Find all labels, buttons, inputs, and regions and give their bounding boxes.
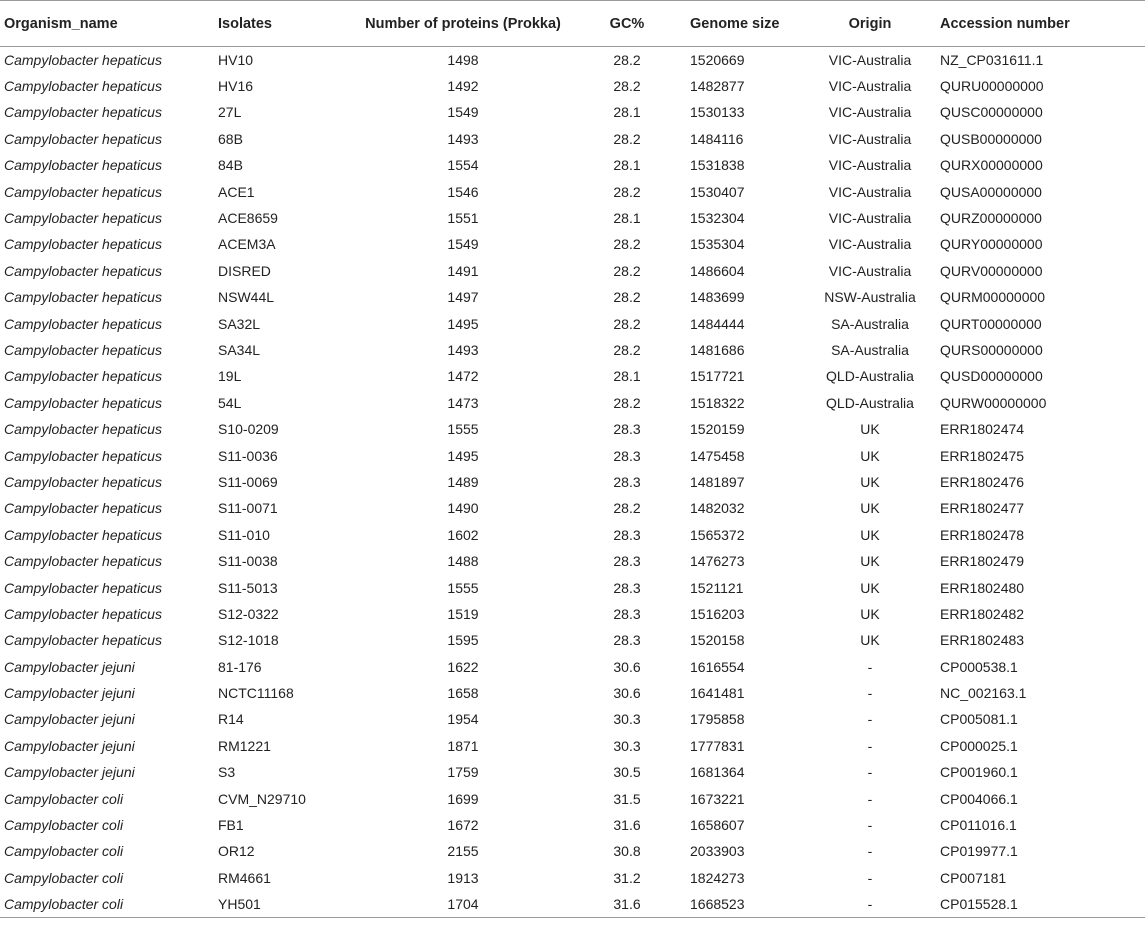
accession-number-cell: QURV00000000 bbox=[940, 262, 1043, 279]
accession-number-cell: CP007181 bbox=[940, 869, 1007, 886]
accession-number-cell: QURS00000000 bbox=[940, 341, 1043, 358]
gc-percent-cell: 28.2 bbox=[613, 183, 641, 200]
table-row bbox=[0, 838, 1145, 864]
gc-percent-cell: 31.5 bbox=[613, 790, 641, 807]
genome-size-cell: 1520159 bbox=[690, 421, 745, 438]
isolate-cell: S11-010 bbox=[218, 526, 270, 543]
table-row bbox=[0, 73, 1145, 99]
protein-count-cell: 1704 bbox=[348, 891, 578, 917]
origin-cell: - bbox=[867, 685, 873, 702]
accession-number-cell: ERR1802476 bbox=[940, 473, 1025, 490]
accession-number-cell: QURU00000000 bbox=[940, 78, 1044, 95]
organism-name-cell: Campylobacter jejuni bbox=[4, 764, 135, 781]
organism-name-cell: Campylobacter hepaticus bbox=[4, 315, 162, 332]
origin-cell: UK bbox=[860, 579, 880, 596]
header-organism-name: Organism_name bbox=[0, 1, 216, 47]
origin-cell: - bbox=[867, 658, 873, 675]
protein-count-cell: 1759 bbox=[447, 764, 479, 781]
genome-size-cell: 1824273 bbox=[690, 869, 745, 886]
accession-number-cell: CP004066.1 bbox=[940, 790, 1018, 807]
table-row bbox=[0, 47, 1145, 73]
organism-name-cell: Campylobacter hepaticus bbox=[4, 183, 162, 200]
genome-size-cell: 1530407 bbox=[690, 183, 745, 200]
accession-number-cell: CP019977.1 bbox=[940, 843, 1018, 860]
accession-number-cell: ERR1802478 bbox=[940, 526, 1025, 543]
isolate-cell: S10-0209 bbox=[218, 421, 279, 438]
accession-number-cell: CP000025.1 bbox=[940, 737, 1018, 754]
gc-percent-cell: 28.2 bbox=[613, 236, 641, 253]
accession-number-cell: ERR1802482 bbox=[940, 605, 1025, 622]
genome-size-cell: 1777831 bbox=[690, 737, 745, 754]
origin-cell: UK bbox=[860, 526, 880, 543]
isolate-cell: 81-176 bbox=[218, 658, 262, 675]
genome-size-cell: 1521121 bbox=[690, 579, 744, 596]
genome-size-cell: 1475458 bbox=[690, 447, 745, 464]
table-row bbox=[0, 812, 1145, 838]
isolate-cell: 19L bbox=[218, 368, 242, 385]
accession-number-cell: NC_002163.1 bbox=[940, 685, 1027, 702]
protein-count-cell: 1555 bbox=[447, 579, 479, 596]
protein-count-cell: 1495 bbox=[447, 447, 479, 464]
protein-count-cell: 1492 bbox=[447, 78, 479, 95]
table-row bbox=[0, 785, 1145, 811]
genome-size-cell: 1516203 bbox=[690, 605, 745, 622]
isolate-cell: 27L bbox=[218, 104, 242, 121]
genome-size-cell: 1486604 bbox=[690, 262, 745, 279]
isolate-cell: S11-0036 bbox=[218, 447, 278, 464]
organism-name-cell: Campylobacter hepaticus bbox=[4, 632, 162, 649]
gc-percent-cell: 31.6 bbox=[613, 817, 641, 834]
table-row bbox=[0, 152, 1145, 178]
accession-number-cell: ERR1802477 bbox=[940, 500, 1025, 517]
origin-cell: - bbox=[867, 843, 873, 860]
protein-count-cell: 1954 bbox=[447, 711, 479, 728]
gc-percent-cell: 28.1 bbox=[613, 368, 641, 385]
table-row bbox=[0, 416, 1145, 442]
origin-cell: SA-Australia bbox=[831, 315, 909, 332]
protein-count-cell: 1555 bbox=[447, 421, 479, 438]
protein-count-cell: 1472 bbox=[447, 368, 479, 385]
protein-count-cell: 1491 bbox=[447, 262, 479, 279]
isolate-cell: NCTC11168 bbox=[218, 685, 294, 702]
organism-name-cell: Campylobacter hepaticus bbox=[4, 289, 162, 306]
gc-percent-cell: 30.8 bbox=[613, 843, 641, 860]
table-row bbox=[0, 627, 1145, 653]
organism-name-cell: Campylobacter hepaticus bbox=[4, 421, 162, 438]
accession-number-cell: ERR1802474 bbox=[940, 421, 1025, 438]
genome-size-cell: 1795858 bbox=[690, 711, 745, 728]
gc-percent-cell: 28.2 bbox=[613, 262, 641, 279]
header-isolates: Isolates bbox=[216, 1, 348, 47]
accession-number-cell: QURZ00000000 bbox=[940, 210, 1042, 227]
origin-cell: VIC-Australia bbox=[828, 78, 912, 95]
isolate-cell: OR12 bbox=[218, 843, 255, 860]
protein-count-cell: 1493 bbox=[447, 130, 479, 147]
isolate-cell: YH501 bbox=[216, 891, 348, 917]
protein-count-cell: 1551 bbox=[447, 210, 479, 227]
isolate-cell: HV16 bbox=[218, 78, 254, 95]
isolate-cell: ACEM3A bbox=[218, 236, 276, 253]
genome-size-cell: 1520669 bbox=[690, 51, 745, 68]
origin-cell: UK bbox=[860, 500, 880, 517]
origin-cell: - bbox=[867, 790, 873, 807]
gc-percent-cell: 28.2 bbox=[613, 51, 641, 68]
organism-name-cell: Campylobacter hepaticus bbox=[4, 447, 162, 464]
isolate-cell: CVM_N29710 bbox=[218, 790, 306, 807]
organism-name-cell: Campylobacter hepaticus bbox=[4, 394, 162, 411]
accession-number-cell: CP015528.1 bbox=[934, 891, 1145, 917]
protein-count-cell: 1549 bbox=[447, 104, 479, 121]
table-row bbox=[0, 258, 1145, 284]
origin-cell: - bbox=[806, 891, 934, 917]
accession-number-cell: CP005081.1 bbox=[940, 711, 1018, 728]
isolate-cell: 84B bbox=[218, 157, 243, 174]
genome-size-cell: 1673221 bbox=[690, 790, 745, 807]
table-header bbox=[0, 1, 1145, 47]
origin-cell: VIC-Australia bbox=[828, 51, 912, 68]
organism-name-cell: Campylobacter hepaticus bbox=[4, 579, 162, 596]
genome-size-cell: 1658607 bbox=[690, 817, 745, 834]
protein-count-cell: 1913 bbox=[447, 869, 479, 886]
gc-percent-cell: 30.6 bbox=[613, 658, 641, 675]
table-row bbox=[0, 231, 1145, 257]
gc-percent-cell: 28.3 bbox=[613, 421, 641, 438]
gc-percent-cell: 28.2 bbox=[613, 289, 641, 306]
accession-number-cell: ERR1802483 bbox=[940, 632, 1025, 649]
origin-cell: UK bbox=[860, 632, 880, 649]
accession-number-cell: QURX00000000 bbox=[940, 157, 1043, 174]
protein-count-cell: 1497 bbox=[447, 289, 479, 306]
isolate-cell: ACE1 bbox=[218, 183, 255, 200]
genome-size-cell: 1535304 bbox=[690, 236, 745, 253]
organism-name-cell: Campylobacter jejuni bbox=[4, 711, 135, 728]
isolate-cell: S12-0322 bbox=[218, 605, 279, 622]
accession-number-cell: QURY00000000 bbox=[940, 236, 1043, 253]
gc-percent-cell: 28.2 bbox=[613, 315, 641, 332]
organism-name-cell: Campylobacter coli bbox=[4, 790, 124, 807]
genome-size-cell: 1476273 bbox=[690, 553, 745, 570]
genome-size-cell: 2033903 bbox=[690, 843, 745, 860]
genome-size-cell: 1482032 bbox=[690, 500, 745, 517]
protein-count-cell: 1546 bbox=[447, 183, 479, 200]
header-accession-number: Accession number bbox=[934, 1, 1145, 47]
protein-count-cell: 1495 bbox=[447, 315, 479, 332]
gc-percent-cell: 28.2 bbox=[613, 130, 641, 147]
genome-size-cell: 1481897 bbox=[690, 473, 745, 490]
organism-name-cell: Campylobacter hepaticus bbox=[4, 51, 162, 68]
protein-count-cell: 1489 bbox=[447, 473, 479, 490]
protein-count-cell: 1488 bbox=[447, 553, 479, 570]
accession-number-cell: CP011016.1 bbox=[940, 817, 1017, 834]
isolate-cell: S11-5013 bbox=[218, 579, 278, 596]
gc-percent-cell: 28.1 bbox=[613, 104, 641, 121]
organism-name-cell: Campylobacter hepaticus bbox=[4, 526, 162, 543]
table-row bbox=[0, 310, 1145, 336]
accession-number-cell: ERR1802475 bbox=[940, 447, 1025, 464]
organism-name-cell: Campylobacter hepaticus bbox=[4, 500, 162, 517]
table-row bbox=[0, 390, 1145, 416]
genome-size-cell: 1482877 bbox=[690, 78, 745, 95]
genome-size-cell: 1530133 bbox=[690, 104, 745, 121]
organism-name-cell: Campylobacter hepaticus bbox=[4, 210, 162, 227]
organism-name-cell: Campylobacter jejuni bbox=[4, 737, 135, 754]
table-row bbox=[0, 469, 1145, 495]
gc-percent-cell: 28.3 bbox=[613, 553, 641, 570]
gc-percent-cell: 28.2 bbox=[613, 341, 641, 358]
accession-number-cell: QURM00000000 bbox=[940, 289, 1046, 306]
table-row bbox=[0, 126, 1145, 152]
protein-count-cell: 1498 bbox=[447, 51, 479, 68]
gc-percent-cell: 28.3 bbox=[613, 526, 641, 543]
organism-name-cell: Campylobacter coli bbox=[4, 817, 124, 834]
table-row bbox=[0, 337, 1145, 363]
organism-name-cell: Campylobacter hepaticus bbox=[4, 157, 162, 174]
origin-cell: VIC-Australia bbox=[828, 262, 912, 279]
accession-number-cell: QUSC00000000 bbox=[940, 104, 1043, 121]
table-row bbox=[0, 495, 1145, 521]
gc-percent-cell: 30.6 bbox=[613, 685, 641, 702]
genome-size-cell: 1565372 bbox=[690, 526, 745, 543]
table-row bbox=[0, 653, 1145, 679]
table-row bbox=[0, 891, 1145, 917]
protein-count-cell: 1473 bbox=[447, 394, 479, 411]
isolate-cell: RM1221 bbox=[218, 737, 271, 754]
origin-cell: - bbox=[867, 711, 873, 728]
genome-size-cell: 1483699 bbox=[690, 289, 745, 306]
origin-cell: UK bbox=[860, 553, 880, 570]
protein-count-cell: 1622 bbox=[447, 658, 479, 675]
table-row bbox=[0, 442, 1145, 468]
header-genome-size: Genome size bbox=[676, 1, 806, 47]
genome-size-cell: 1517721 bbox=[690, 368, 745, 385]
isolate-cell: S3 bbox=[218, 764, 236, 781]
header-origin: Origin bbox=[806, 1, 934, 47]
origin-cell: UK bbox=[860, 473, 880, 490]
table-row bbox=[0, 284, 1145, 310]
protein-count-cell: 1699 bbox=[447, 790, 479, 807]
accession-number-cell: QURW00000000 bbox=[940, 394, 1047, 411]
origin-cell: UK bbox=[860, 421, 880, 438]
protein-count-cell: 1554 bbox=[447, 157, 479, 174]
accession-number-cell: ERR1802479 bbox=[940, 553, 1025, 570]
organism-name-cell: Campylobacter coli bbox=[0, 891, 216, 917]
isolate-cell: RM4661 bbox=[218, 869, 271, 886]
gc-percent-cell: 28.1 bbox=[613, 210, 641, 227]
isolate-cell: SA32L bbox=[218, 315, 261, 332]
gc-percent-cell: 28.3 bbox=[613, 605, 641, 622]
protein-count-cell: 2155 bbox=[447, 843, 479, 860]
isolate-cell: FB1 bbox=[218, 817, 244, 834]
gc-percent-cell: 28.2 bbox=[613, 500, 641, 517]
accession-number-cell: CP000538.1 bbox=[940, 658, 1018, 675]
table-row bbox=[0, 548, 1145, 574]
protein-count-cell: 1490 bbox=[447, 500, 479, 517]
accession-number-cell: QURT00000000 bbox=[940, 315, 1042, 332]
genome-size-cell: 1481686 bbox=[690, 341, 745, 358]
organism-name-cell: Campylobacter hepaticus bbox=[4, 104, 162, 121]
header-number-of-proteins: Number of proteins (Prokka) bbox=[348, 1, 578, 47]
organism-name-cell: Campylobacter hepaticus bbox=[4, 262, 162, 279]
protein-count-cell: 1871 bbox=[447, 737, 479, 754]
table-row bbox=[0, 601, 1145, 627]
protein-count-cell: 1595 bbox=[447, 632, 479, 649]
gc-percent-cell: 31.6 bbox=[578, 891, 676, 917]
accession-number-cell: QUSD00000000 bbox=[940, 368, 1043, 385]
origin-cell: - bbox=[867, 737, 873, 754]
gc-percent-cell: 28.2 bbox=[613, 394, 641, 411]
protein-count-cell: 1672 bbox=[447, 817, 479, 834]
genome-size-cell: 1484444 bbox=[690, 315, 745, 332]
table-row bbox=[0, 865, 1145, 891]
origin-cell: VIC-Australia bbox=[828, 157, 912, 174]
gc-percent-cell: 28.2 bbox=[613, 78, 641, 95]
origin-cell: - bbox=[867, 869, 873, 886]
isolate-cell: R14 bbox=[218, 711, 244, 728]
accession-number-cell: CP001960.1 bbox=[940, 764, 1018, 781]
gc-percent-cell: 30.3 bbox=[613, 737, 641, 754]
genome-size-cell: 1520158 bbox=[690, 632, 745, 649]
origin-cell: SA-Australia bbox=[831, 341, 909, 358]
accession-number-cell: NZ_CP031611.1 bbox=[940, 51, 1044, 68]
origin-cell: - bbox=[867, 817, 873, 834]
origin-cell: VIC-Australia bbox=[828, 236, 912, 253]
protein-count-cell: 1519 bbox=[447, 605, 479, 622]
isolate-cell: S12-1018 bbox=[218, 632, 279, 649]
genome-size-cell: 1531838 bbox=[690, 157, 745, 174]
organism-name-cell: Campylobacter hepaticus bbox=[4, 236, 162, 253]
organism-name-cell: Campylobacter jejuni bbox=[4, 685, 135, 702]
origin-cell: - bbox=[867, 764, 873, 781]
isolate-cell: HV10 bbox=[218, 51, 254, 68]
protein-count-cell: 1549 bbox=[447, 236, 479, 253]
gc-percent-cell: 28.3 bbox=[613, 473, 641, 490]
table-row bbox=[0, 522, 1145, 548]
isolate-cell: 68B bbox=[218, 130, 243, 147]
isolate-cell: SA34L bbox=[218, 341, 261, 358]
isolate-cell: S11-0071 bbox=[218, 500, 278, 517]
origin-cell: NSW-Australia bbox=[824, 289, 916, 306]
genome-size-cell: 1668523 bbox=[676, 891, 806, 917]
header-gc-percent: GC% bbox=[578, 1, 676, 47]
origin-cell: QLD-Australia bbox=[826, 394, 914, 411]
table-row bbox=[0, 706, 1145, 732]
gc-percent-cell: 30.3 bbox=[613, 711, 641, 728]
table-row bbox=[0, 574, 1145, 600]
origin-cell: VIC-Australia bbox=[828, 130, 912, 147]
table-row bbox=[0, 680, 1145, 706]
origin-cell: VIC-Australia bbox=[828, 104, 912, 121]
protein-count-cell: 1602 bbox=[447, 526, 479, 543]
organism-name-cell: Campylobacter hepaticus bbox=[4, 553, 162, 570]
table-row bbox=[0, 759, 1145, 785]
organism-name-cell: Campylobacter coli bbox=[4, 869, 124, 886]
genome-size-cell: 1518322 bbox=[690, 394, 745, 411]
isolate-cell: DISRED bbox=[218, 262, 271, 279]
header-row bbox=[0, 1, 1145, 47]
isolate-cell: ACE8659 bbox=[218, 210, 278, 227]
table-body bbox=[0, 47, 1145, 918]
genome-size-cell: 1484116 bbox=[690, 130, 744, 147]
table-row bbox=[0, 205, 1145, 231]
organism-name-cell: Campylobacter hepaticus bbox=[4, 473, 162, 490]
origin-cell: UK bbox=[860, 447, 880, 464]
gc-percent-cell: 28.3 bbox=[613, 447, 641, 464]
protein-count-cell: 1493 bbox=[447, 341, 479, 358]
isolate-cell: NSW44L bbox=[218, 289, 275, 306]
organism-name-cell: Campylobacter coli bbox=[4, 843, 124, 860]
origin-cell: UK bbox=[860, 605, 880, 622]
accession-number-cell: QUSB00000000 bbox=[940, 130, 1042, 147]
organism-name-cell: Campylobacter hepaticus bbox=[4, 368, 162, 385]
table-row bbox=[0, 99, 1145, 125]
table-row bbox=[0, 363, 1145, 389]
genome-size-cell: 1641481 bbox=[690, 685, 745, 702]
gc-percent-cell: 31.2 bbox=[613, 869, 641, 886]
protein-count-cell: 1658 bbox=[447, 685, 479, 702]
genome-size-cell: 1532304 bbox=[690, 210, 745, 227]
genome-size-cell: 1616554 bbox=[690, 658, 745, 675]
gc-percent-cell: 30.5 bbox=[613, 764, 641, 781]
isolate-cell: S11-0069 bbox=[218, 473, 278, 490]
gc-percent-cell: 28.3 bbox=[613, 579, 641, 596]
gc-percent-cell: 28.1 bbox=[613, 157, 641, 174]
isolate-cell: 54L bbox=[218, 394, 242, 411]
table-row bbox=[0, 733, 1145, 759]
organism-name-cell: Campylobacter jejuni bbox=[4, 658, 135, 675]
organism-name-cell: Campylobacter hepaticus bbox=[4, 130, 162, 147]
genome-size-cell: 1681364 bbox=[690, 764, 745, 781]
isolate-cell: S11-0038 bbox=[218, 553, 278, 570]
origin-cell: VIC-Australia bbox=[828, 210, 912, 227]
organism-name-cell: Campylobacter hepaticus bbox=[4, 78, 162, 95]
organism-name-cell: Campylobacter hepaticus bbox=[4, 341, 162, 358]
gc-percent-cell: 28.3 bbox=[613, 632, 641, 649]
accession-number-cell: ERR1802480 bbox=[940, 579, 1025, 596]
origin-cell: QLD-Australia bbox=[826, 368, 914, 385]
table-row bbox=[0, 178, 1145, 204]
origin-cell: VIC-Australia bbox=[828, 183, 912, 200]
accession-number-cell: QUSA00000000 bbox=[940, 183, 1042, 200]
organism-name-cell: Campylobacter hepaticus bbox=[4, 605, 162, 622]
